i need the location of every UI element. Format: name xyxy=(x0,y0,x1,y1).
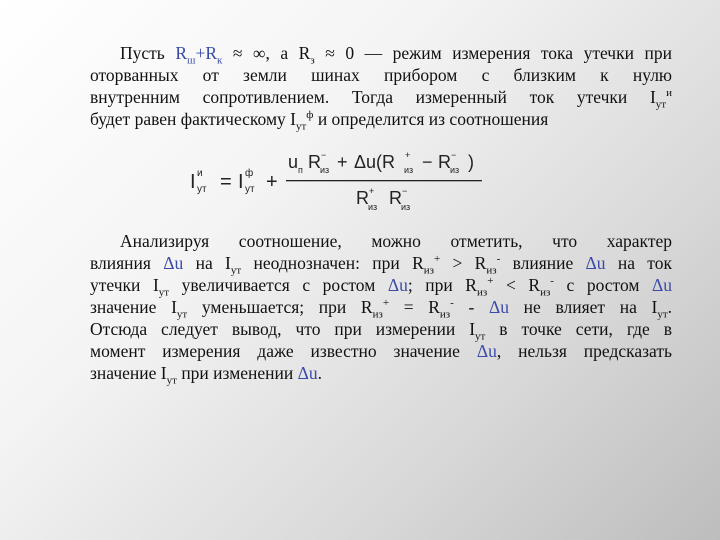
paragraph-analysis xyxy=(90,230,673,387)
text: — режим измерения тока утечки при xyxy=(354,43,672,63)
text: момент измерения даже известно значение xyxy=(90,341,477,361)
subscript: к xyxy=(217,54,223,67)
text: Отсюда следует вывод, что при измерении I xyxy=(90,319,476,339)
formula-num-plus: + xyxy=(337,152,348,172)
text: влияние xyxy=(500,253,586,273)
superscript: ф xyxy=(306,109,314,122)
text: с ростом xyxy=(553,275,652,295)
text: . xyxy=(317,363,323,383)
subscript: ут xyxy=(176,308,188,321)
text-line xyxy=(90,86,672,111)
text: значение I xyxy=(90,297,177,317)
symbol-delta-u: Δu xyxy=(387,275,408,295)
symbol-r xyxy=(175,43,223,67)
superscript: - xyxy=(496,253,501,266)
formula-num-du: Δu(R xyxy=(354,152,396,172)
formula-num-r2-sub: из xyxy=(404,165,414,175)
subscript: ут xyxy=(657,308,668,321)
fraction-bar xyxy=(286,180,482,181)
text: < R xyxy=(493,275,541,295)
text: уменьшается; при R xyxy=(187,297,373,317)
text: влияния xyxy=(90,253,164,273)
paragraph-intro xyxy=(90,42,672,133)
text: при изменении xyxy=(176,363,298,383)
text: и определится из соотношения xyxy=(313,109,549,129)
formula xyxy=(180,146,510,216)
text: в точке сети, где в xyxy=(485,319,672,339)
subscript: из xyxy=(486,264,497,277)
subscript: ш xyxy=(187,54,196,67)
formula-den-r2-sub: из xyxy=(401,202,411,212)
symbol-delta-u: Δu xyxy=(163,253,184,273)
text-line xyxy=(90,42,672,67)
text-line xyxy=(90,340,672,362)
formula-num-r3-sub: из xyxy=(450,165,460,175)
formula-num-r1-sub: из xyxy=(320,165,330,175)
symbol-delta-u: Δu xyxy=(488,297,509,317)
symbol-delta-u: Δu xyxy=(585,253,606,273)
text: утечки I xyxy=(90,275,159,295)
text: ≈ ∞, а R xyxy=(222,43,311,63)
symbol-delta-u: Δu xyxy=(651,275,672,295)
superscript: + xyxy=(382,297,390,310)
text-line xyxy=(90,296,673,321)
formula-lhs-i: I xyxy=(190,171,196,193)
subscript: из xyxy=(423,264,434,277)
text: = R xyxy=(389,297,440,317)
text: ; при R xyxy=(407,275,477,295)
formula-num-r1-sup: − xyxy=(321,150,327,160)
formula-num-r3-sup: − xyxy=(451,150,457,160)
superscript: - xyxy=(450,297,454,310)
formula-rhs-sub: ут xyxy=(245,184,255,195)
formula-lhs-sub: ут xyxy=(197,184,207,195)
formula-rhs-sup: ф xyxy=(245,168,254,179)
formula-den-r2: R xyxy=(389,188,402,208)
superscript: - xyxy=(550,275,554,288)
text: неоднозначен: при R xyxy=(241,253,424,273)
text: будет равен фактическому I xyxy=(90,109,296,129)
formula-num-u: u xyxy=(288,152,299,172)
text-line xyxy=(90,318,672,343)
text-line: Анализируя соотношение, можно отметить, что характер xyxy=(120,231,672,251)
superscript: + xyxy=(433,253,441,266)
formula-rhs-i: I xyxy=(238,171,244,193)
formula-eq: = xyxy=(220,171,232,193)
text-line xyxy=(90,252,672,277)
formula-svg xyxy=(180,146,510,216)
formula-num-r2-sup: + xyxy=(405,150,411,160)
symbol-delta-u: Δu xyxy=(297,363,318,383)
formula-plus: + xyxy=(266,171,278,193)
superscript: + xyxy=(487,275,494,288)
subscript: из xyxy=(372,308,383,321)
text-line xyxy=(90,362,672,387)
subscript: ут xyxy=(655,98,667,111)
subscript: из xyxy=(476,286,488,299)
text: R xyxy=(175,43,187,63)
formula-num-minus: − xyxy=(422,152,433,172)
subscript: ут xyxy=(295,120,307,133)
subscript: ут xyxy=(166,374,177,387)
text: внутренним сопротивлением. Тогда измеренный ток утечки I xyxy=(90,87,656,107)
formula-den-r1: R xyxy=(356,188,369,208)
text: - xyxy=(453,297,489,317)
formula-num-r1: R xyxy=(308,152,321,172)
text: , нельзя предсказать xyxy=(496,341,672,361)
text: не влияет на I xyxy=(509,297,658,317)
text: на I xyxy=(183,253,231,273)
text: увеличивается с ростом xyxy=(169,275,388,295)
text-line: оторванных от земли шинах прибором с близким к нулю xyxy=(90,65,672,85)
formula-num-close: ) xyxy=(468,152,474,172)
subscript: з xyxy=(310,54,315,67)
text-line xyxy=(90,108,672,133)
formula-den-r2-sup: − xyxy=(402,186,408,196)
text-line xyxy=(90,274,672,299)
text: ≈ 0 xyxy=(314,43,355,63)
subscript: из xyxy=(439,308,451,321)
text: +R xyxy=(195,43,218,63)
text: на ток xyxy=(605,253,672,273)
formula-den-r1-sup: + xyxy=(369,186,375,196)
subscript: из xyxy=(540,286,551,299)
subscript: ут xyxy=(475,330,486,343)
formula-num-u-sub: п xyxy=(298,165,303,175)
formula-lhs-sup: и xyxy=(197,168,203,179)
symbol-delta-u: Δu xyxy=(476,341,497,361)
formula-num-r3: R xyxy=(438,152,451,172)
text: значение I xyxy=(90,363,167,383)
formula-den-r1-sub: из xyxy=(368,202,378,212)
superscript: и xyxy=(666,87,672,100)
text: . xyxy=(667,297,673,317)
text: Пусть xyxy=(120,43,176,63)
text: > R xyxy=(440,253,487,273)
subscript: ут xyxy=(158,286,170,299)
subscript: ут xyxy=(230,264,242,277)
